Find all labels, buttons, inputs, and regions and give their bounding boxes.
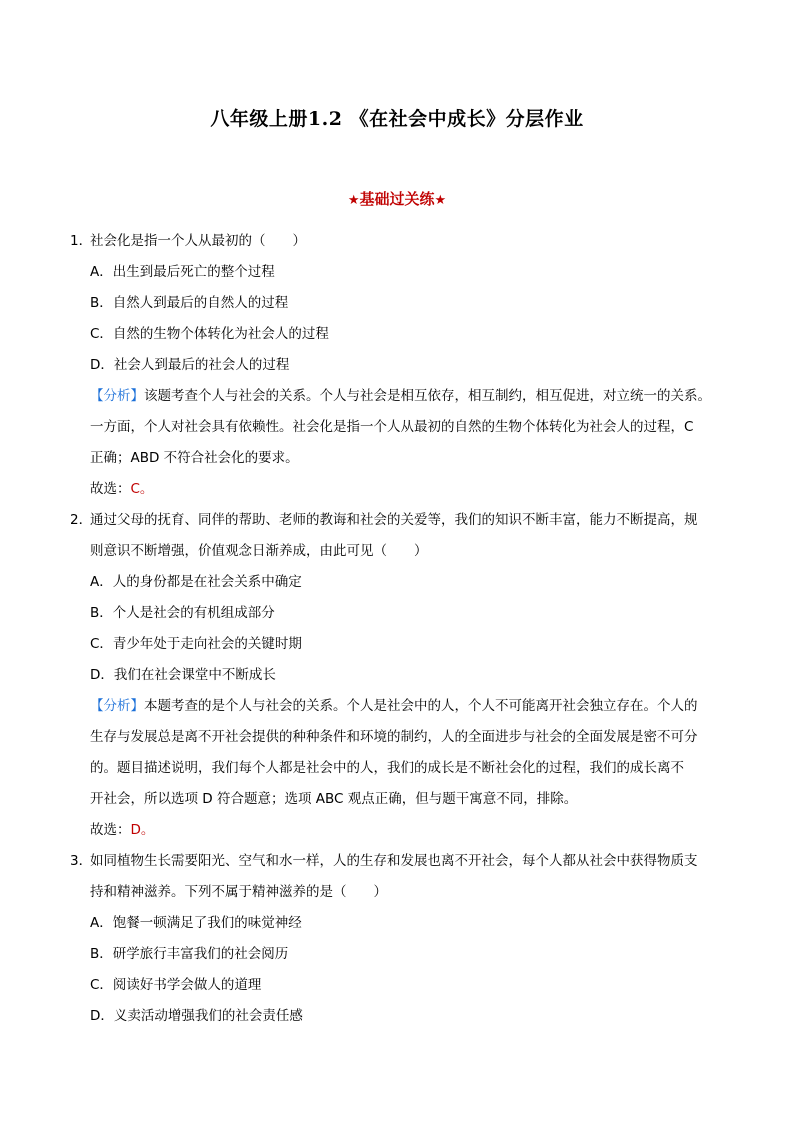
question-3 bbox=[70, 846, 730, 1032]
option-b: B．个人是社会的有机组成部分 bbox=[90, 605, 275, 621]
stem-text: 通过父母的抚育、同伴的帮助、老师的教诲和社会的关爱等，我们的知识不断丰富，能力不断提高，规 bbox=[90, 512, 698, 528]
option-d: D．义卖活动增强我们的社会责任感 bbox=[90, 1008, 303, 1024]
option-d: D．社会人到最后的社会人的过程 bbox=[90, 357, 290, 373]
stem-text: 则意识不断增强，价值观念日渐养成，由此可见（ ） bbox=[90, 543, 428, 559]
analysis-line: 开社会，所以选项 D 符合题意；选项 ABC 观点正确，但与题干寓意不同，排除。 bbox=[90, 791, 578, 807]
analysis-line: 的。题目描述说明，我们每个人都是社会中的人，我们的成长是不断社会化的过程，我们的成长离不 bbox=[90, 760, 684, 776]
question-number: 3． bbox=[70, 853, 93, 869]
section-label: 基础过关练 bbox=[359, 190, 435, 208]
star-icon: ★ bbox=[347, 193, 360, 208]
answer bbox=[70, 474, 730, 505]
option-a: A．出生到最后死亡的整个过程 bbox=[90, 264, 275, 280]
document-title: 八年级上册1.2 《在社会中成长》分层作业 bbox=[210, 108, 584, 130]
analysis-line: 生存与发展总是离不开社会提供的种种条件和环境的制约，人的全面进步与社会的全面发展是密不可分 bbox=[90, 729, 698, 745]
stem-text: 社会化是指一个人从最初的（ ） bbox=[90, 233, 306, 249]
stem-text: 如同植物生长需要阳光、空气和水一样，人的生存和发展也离不开社会，每个人都从社会中获得物质支 bbox=[90, 853, 698, 869]
analysis bbox=[70, 381, 730, 412]
analysis-line: 正确；ABD 不符合社会化的要求。 bbox=[90, 450, 299, 466]
star-icon: ★ bbox=[434, 193, 447, 208]
question-stem bbox=[70, 846, 730, 877]
question-number: 2． bbox=[70, 512, 93, 528]
question-2 bbox=[70, 505, 730, 846]
option-b: B．研学旅行丰富我们的社会阅历 bbox=[90, 946, 289, 962]
analysis-line: 该题考查个人与社会的关系。个人与社会是相互依存，相互制约，相互促进，对立统一的关系。 bbox=[144, 388, 711, 404]
answer-label: 故选： bbox=[90, 822, 131, 838]
question-stem bbox=[70, 505, 730, 536]
question-list bbox=[70, 226, 730, 1032]
option-b: B．自然人到最后的自然人的过程 bbox=[90, 295, 289, 311]
answer bbox=[70, 815, 730, 846]
analysis-tag: 【分析】 bbox=[90, 698, 144, 714]
option-a: A．人的身份都是在社会关系中确定 bbox=[90, 574, 302, 590]
stem-text: 持和精神滋养。下列不属于精神滋养的是（ ） bbox=[90, 884, 387, 900]
answer-value: C。 bbox=[130, 481, 154, 497]
analysis bbox=[70, 691, 730, 722]
analysis-line: 一方面，个人对社会具有依赖性。社会化是指一个人从最初的自然的生物个体转化为社会人的过程，C bbox=[90, 419, 694, 435]
question-1 bbox=[70, 226, 730, 505]
option-d: D．我们在社会课堂中不断成长 bbox=[90, 667, 276, 683]
answer-value: D。 bbox=[130, 822, 155, 838]
answer-label: 故选： bbox=[90, 481, 131, 497]
question-number: 1． bbox=[70, 233, 93, 249]
section-heading bbox=[0, 188, 794, 209]
analysis-tag: 【分析】 bbox=[90, 388, 144, 404]
option-c: C．阅读好书学会做人的道理 bbox=[90, 977, 262, 993]
question-stem bbox=[70, 226, 730, 257]
analysis-line: 本题考查的是个人与社会的关系。个人是社会中的人，个人不可能离开社会独立存在。个人的 bbox=[144, 698, 698, 714]
option-c: C．青少年处于走向社会的关键时期 bbox=[90, 636, 302, 652]
option-a: A．饱餐一顿满足了我们的味觉神经 bbox=[90, 915, 302, 931]
option-c: C．自然的生物个体转化为社会人的过程 bbox=[90, 326, 329, 342]
